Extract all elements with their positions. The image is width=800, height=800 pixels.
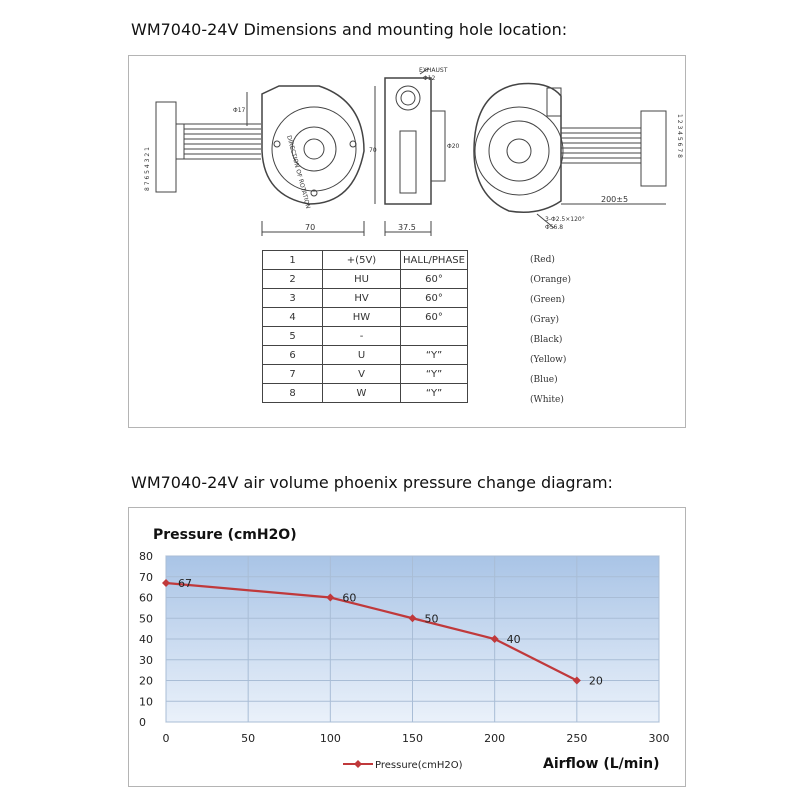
exhaust-label: EXHAUST xyxy=(419,67,448,74)
wire-color-label: (Red) xyxy=(530,255,555,265)
wiring-row xyxy=(263,289,468,308)
x-tick-label: 150 xyxy=(402,732,423,745)
pin-cell: 7 xyxy=(263,365,323,384)
chart-heading: WM7040-24V air volume phoenix pressure change diagram: xyxy=(131,473,613,492)
wire-color-label: (Green) xyxy=(530,295,565,305)
y-axis-title: Pressure (cmH2O) xyxy=(153,527,297,543)
data-label: 60 xyxy=(342,591,357,605)
x-tick-label: 300 xyxy=(648,732,670,745)
y-tick-label: 0 xyxy=(139,716,146,729)
right-connector xyxy=(641,111,666,186)
y-tick-label: 50 xyxy=(139,612,153,626)
holes-label: 3-Φ2.5×120° xyxy=(545,216,585,223)
wire-color-label: (Gray) xyxy=(530,315,559,325)
x-tick-label: 50 xyxy=(241,732,256,745)
wiring-row xyxy=(263,308,468,327)
wire-color-label: (Yellow) xyxy=(530,355,567,365)
pressure-chart xyxy=(129,508,685,786)
x-tick-label: 100 xyxy=(319,732,341,745)
wiring-row xyxy=(263,384,468,403)
hall-phase-cell xyxy=(401,327,468,346)
hall-phase-cell: “Y” xyxy=(401,346,468,365)
x-tick-label: 200 xyxy=(484,732,506,745)
lead-length-label: 200±5 xyxy=(601,195,629,204)
signal-cell: W xyxy=(323,384,401,403)
legend-label: Pressure(cmH2O) xyxy=(375,760,463,771)
signal-cell: HV xyxy=(323,289,401,308)
hall-phase-cell: “Y” xyxy=(401,365,468,384)
left-connector xyxy=(156,102,176,192)
pin-cell: 5 xyxy=(263,327,323,346)
wiring-row xyxy=(263,327,468,346)
pressure-chart-panel xyxy=(128,507,686,787)
dimensions-heading: WM7040-24V Dimensions and mounting hole location: xyxy=(131,20,568,39)
left-wire-bundle xyxy=(184,124,261,159)
right-wire-bundle xyxy=(561,128,641,163)
y-tick-label: 20 xyxy=(139,674,153,688)
data-label: 40 xyxy=(506,633,521,646)
right-pin-numbers: 1 2 3 4 5 6 7 8 xyxy=(676,114,683,158)
wire-color-label: (Blue) xyxy=(530,375,558,385)
wire-color-label: (Orange) xyxy=(530,275,571,285)
height70-label: 70 xyxy=(369,147,377,154)
chart-legend xyxy=(343,760,463,771)
exhaust-dia-label: Φ12 xyxy=(423,75,436,82)
hall-phase-cell: “Y” xyxy=(401,384,468,403)
pin-cell: 3 xyxy=(263,289,323,308)
x-tick-label: 250 xyxy=(566,732,588,745)
width70-label: 70 xyxy=(305,223,316,232)
pin-cell: 8 xyxy=(263,384,323,403)
signal-cell: HW xyxy=(323,308,401,327)
rear-view xyxy=(474,84,563,229)
dia56-label: Φ56.8 xyxy=(545,224,564,231)
legend-marker xyxy=(354,760,362,768)
pin-cell: 1 xyxy=(263,251,323,270)
data-label: 67 xyxy=(178,576,192,590)
y-tick-label: 70 xyxy=(139,570,153,584)
wiring-row xyxy=(263,270,468,289)
hall-phase-cell: HALL/PHASE xyxy=(401,251,468,270)
hall-phase-cell: 60° xyxy=(401,289,468,308)
side-view xyxy=(385,68,445,236)
hall-phase-cell: 60° xyxy=(401,270,468,289)
pin-cell: 2 xyxy=(263,270,323,289)
dia20-label: Φ20 xyxy=(447,143,460,150)
y-tick-label: 10 xyxy=(139,695,153,709)
pin-cell: 4 xyxy=(263,308,323,327)
hall-phase-cell: 60° xyxy=(401,308,468,327)
x-tick-label: 0 xyxy=(162,732,170,745)
left-pin-numbers: 8 7 6 5 4 3 2 1 xyxy=(144,147,151,191)
wiring-row xyxy=(263,346,468,365)
pin-cell: 6 xyxy=(263,346,323,365)
dia17-label: Φ17 xyxy=(233,107,246,114)
data-label: 20 xyxy=(588,674,603,688)
signal-cell: - xyxy=(323,327,401,346)
wire-color-label: (White) xyxy=(530,395,564,405)
wiring-row xyxy=(263,251,468,270)
signal-cell: +(5V) xyxy=(323,251,401,270)
wire-color-list xyxy=(530,250,571,410)
wiring-table xyxy=(262,250,468,403)
y-tick-label: 80 xyxy=(139,550,153,563)
data-label: 50 xyxy=(424,612,439,626)
y-tick-label: 60 xyxy=(139,591,153,605)
depth-label: 37.5 xyxy=(398,223,416,232)
wire-color-label: (Black) xyxy=(530,335,563,345)
rotation-label: DIRECTION OF ROTATION xyxy=(285,134,312,210)
x-axis-title: Airflow (L/min) xyxy=(543,756,660,772)
front-view xyxy=(247,86,375,236)
y-tick-label: 30 xyxy=(139,653,153,667)
y-tick-label: 40 xyxy=(139,633,153,646)
wiring-row xyxy=(263,365,468,384)
signal-cell: U xyxy=(323,346,401,365)
signal-cell: V xyxy=(323,365,401,384)
signal-cell: HU xyxy=(323,270,401,289)
